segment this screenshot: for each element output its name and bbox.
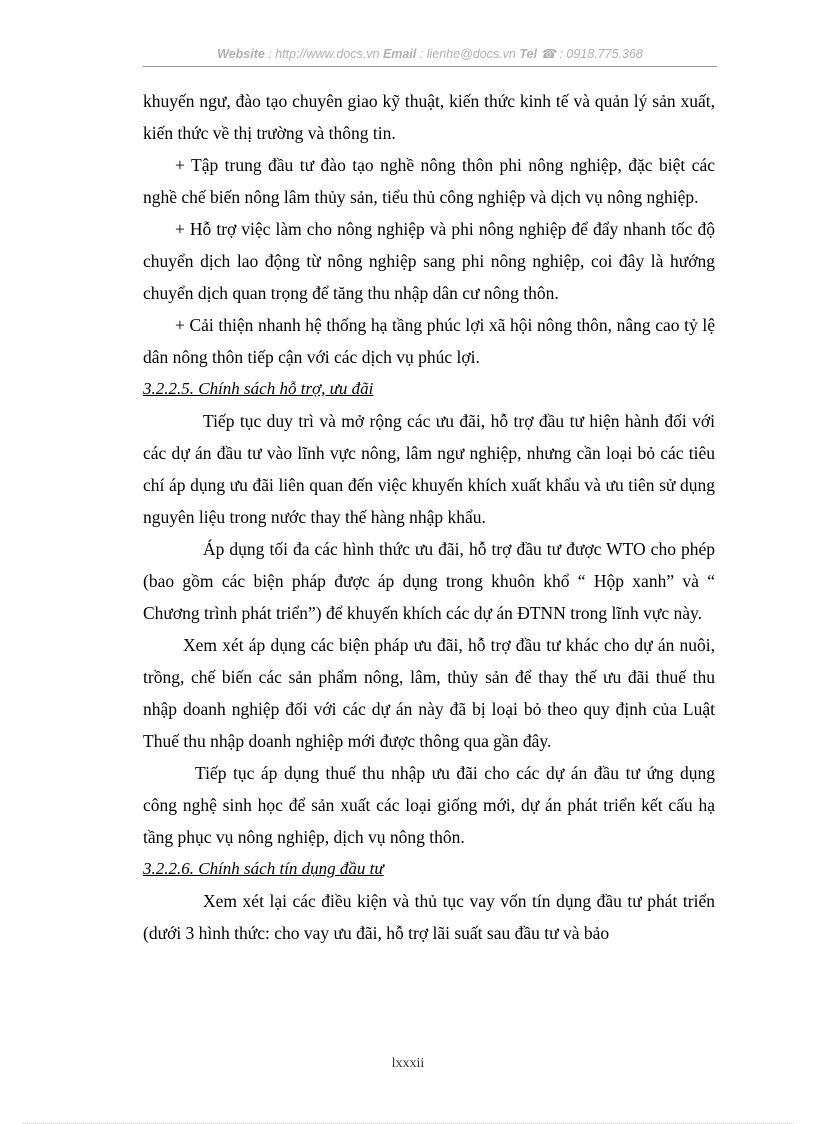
page-number: lxxxii	[391, 1056, 425, 1071]
paragraph-6: Áp dụng tối đa các hình thức ưu đãi, hỗ trợ đầu tư được WTO cho phép (bao gồm các biện pháp được áp dụng trong khuôn khổ “ Hộp xanh” và “ Chương trình phát triển”) để khuyến khích các dự án ĐTNN trong lĩnh vực này.	[143, 539, 715, 623]
section-heading-3-2-2-6: 3.2.2.6. Chính sách tín dụng đầu tư	[143, 859, 384, 878]
tel-value: ☎ : 0918.775.368	[536, 47, 643, 61]
paragraph-3: + Hỗ trợ việc làm cho nông nghiệp và phi nông nghiệp để đẩy nhanh tốc độ chuyển dịch lao động từ nông nghiệp sang phi nông nghiệp, coi đây là hướng chuyển dịch quan trọng để tăng thu nhập dân cư nông thôn.	[143, 219, 715, 303]
paragraph-4: + Cải thiện nhanh hệ thống hạ tầng phúc lợi xã hội nông thôn, nâng cao tỷ lệ dân nông thôn tiếp cận với các dịch vụ phúc lợi.	[143, 315, 715, 367]
document-body	[143, 85, 715, 949]
email-label: Email	[382, 47, 417, 61]
email-value: : lienhe@docs.vn	[416, 47, 520, 61]
paragraph-5: Tiếp tục duy trì và mở rộng các ưu đãi, hỗ trợ đầu tư hiện hành đối với các dự án đầu tư vào lĩnh vực nông, lâm ngư nghiệp, nhưng cần loại bỏ các tiêu chí áp dụng ưu đãi liên quan đến việc khuyến khích xuất khẩu và ưu tiên sử dụng nguyên liệu trong nước thay thế hàng nhập khẩu.	[143, 411, 715, 527]
paragraph-7: Xem xét áp dụng các biện pháp ưu đãi, hỗ trợ đầu tư khác cho dự án nuôi, trồng, chế biến các sản phẩm nông, lâm, thủy sản để thay thế ưu đãi thuế thu nhập doanh nghiệp đối với các dự án này đã bị loại bỏ theo quy định của Luật Thuế thu nhập doanh nghiệp mới được thông qua gần đây.	[143, 635, 715, 751]
tel-label: Tel	[519, 47, 537, 61]
section-heading-3-2-2-5: 3.2.2.5. Chính sách hỗ trợ, ưu đãi	[143, 379, 374, 398]
paragraph-9: Xem xét lại các điều kiện và thủ tục vay vốn tín dụng đầu tư phát triển (dưới 3 hình thức: cho vay ưu đãi, hỗ trợ lãi suất sau đầu tư và bảo	[143, 891, 715, 943]
paragraph-8: Tiếp tục áp dụng thuế thu nhập ưu đãi cho các dự án đầu tư ứng dụng công nghệ sinh học để sản xuất các loại giống mới, dự án phát triển kết cấu hạ tầng phục vụ nông nghiệp, dịch vụ nông thôn.	[143, 763, 715, 847]
paragraph-2: + Tập trung đầu tư đào tạo nghề nông thôn phi nông nghiệp, đặc biệt các nghề chế biến nông lâm thủy sản, tiểu thủ công nghiệp và dịch vụ nông nghiệp.	[143, 155, 715, 207]
website-value: : http://www.docs.vn	[264, 47, 383, 61]
paragraph-1: khuyến ngư, đào tạo chuyên giao kỹ thuật, kiến thức kinh tế và quản lý sản xuất, kiến thức về thị trường và thông tin.	[143, 91, 715, 143]
header-divider	[143, 66, 717, 67]
website-label: Website	[217, 47, 265, 61]
page-header	[143, 46, 717, 61]
